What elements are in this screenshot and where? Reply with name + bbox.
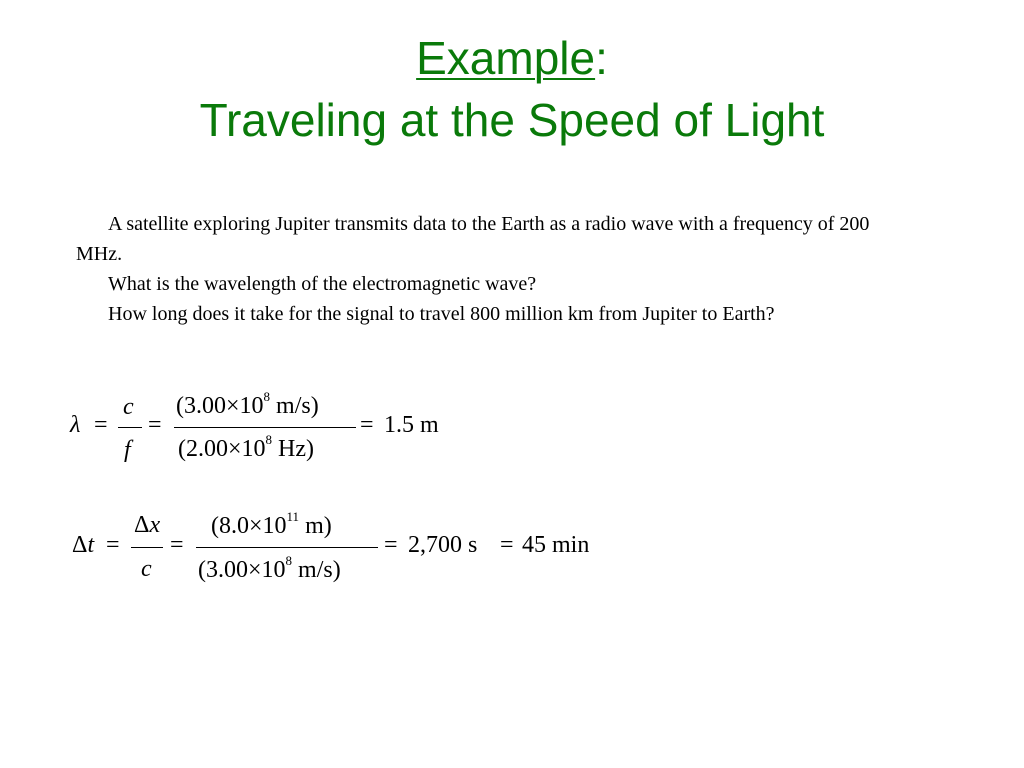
equals-sign: =: [360, 412, 374, 438]
time-result-minutes: 45 min: [522, 532, 590, 558]
numerator-speed: ($3.00\times 10^8$ m/s): [176, 389, 319, 419]
title-subtitle: Traveling at the Speed of Light: [199, 94, 825, 146]
equals-sign: =: [106, 532, 120, 558]
wavelength-result: 1.5 m: [384, 412, 439, 438]
problem-paragraph: A satellite exploring Jupiter transmits data to the Earth as a radio wave with a frequency of 200 MHz.: [76, 213, 870, 265]
denominator-c: c: [141, 556, 152, 582]
fraction-bar: [131, 547, 163, 548]
time-result-seconds: 2,700 s: [408, 532, 478, 558]
denominator-frequency: ($2.00\times 10^8$ Hz): [178, 432, 315, 462]
numerator-distance: ($8.0\times 10^{11}$ m): [211, 509, 332, 539]
question-travel-time: How long does it take for the signal to travel 800 million km from Jupiter to Earth?: [108, 303, 775, 325]
delta-t: Δt: [72, 532, 95, 558]
lambda-symbol: λ: [70, 412, 81, 438]
title-example-word: Example: [416, 32, 596, 84]
title-colon: :: [595, 32, 608, 84]
equals-sign: =: [170, 532, 184, 558]
equals-sign: =: [148, 412, 162, 438]
denominator-speed: ($3.00\times 10^8$ m/s): [198, 553, 341, 583]
question-wavelength: What is the wavelength of the electromagnetic wave?: [108, 273, 537, 295]
numerator-c: c: [123, 394, 134, 420]
numerator-delta-x: Δx: [134, 512, 161, 538]
equals-sign: =: [500, 532, 514, 558]
equals-sign: =: [384, 532, 398, 558]
equals-sign: =: [94, 412, 108, 438]
fraction-bar: [196, 547, 378, 548]
denominator-f: f: [124, 437, 131, 463]
